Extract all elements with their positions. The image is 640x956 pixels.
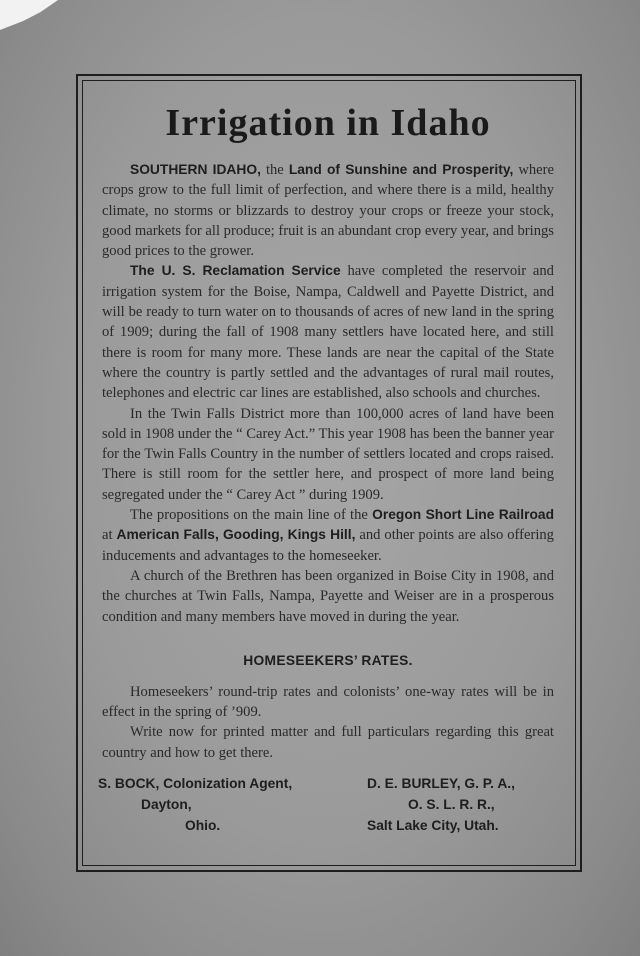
paragraph-southern-idaho	[102, 160, 554, 261]
signature-left-city: Dayton,	[141, 797, 192, 813]
text: The propositions on the main line of the	[130, 507, 373, 524]
lead-southern-idaho: SOUTHERN IDAHO,	[130, 162, 261, 177]
text: have completed the reservoir and irrigation system for the Boise, Nampa, Caldwell and Payette District, and will be ready to turn water on to thousands of acres of new land in the spring of 1909; during the fall of 1908 many settlers have located here, and still there is room for many more. These lands are near the capital of the State where the country is partly settled and the advantages of rural mail routes, telephones and electric car lines are established, also schools and churches.	[102, 263, 554, 402]
signatures	[98, 773, 554, 837]
page-title: Irrigation in Idaho	[165, 102, 491, 144]
emphasis-oregon-short-line: Oregon Short Line Railroad	[372, 507, 554, 523]
paragraph-church: A church of the Brethren has been organized in Boise City in 1908, and the churches at Twin Falls, Nampa, Payette and Weiser are in a prosperous condition and many members have moved in during the year.	[102, 567, 554, 625]
paragraph-write-now: Write now for printed matter and full particulars regarding this great country and how to get there.	[102, 724, 554, 761]
rates-heading: HOMESEEKERS’ RATES.	[243, 652, 413, 668]
emphasis-points: American Falls, Gooding, Kings Hill,	[116, 527, 356, 543]
signature-right-railroad: O. S. L. R. R.,	[408, 797, 495, 813]
text: at	[102, 527, 117, 544]
paragraph-propositions	[102, 505, 554, 566]
lead-reclamation-service: The U. S. Reclamation Service	[130, 263, 341, 279]
signature-left-state: Ohio.	[185, 818, 221, 834]
signature-left	[98, 773, 292, 836]
text: where crops grow to the full limit of perfection, and where there is a mild, healthy climate, no storms or blizzards to destroy your crops or freeze your stock, good markets for all produce; fruit is an abundant crop every year, and brings good prices to the grower.	[102, 162, 554, 260]
signature-right	[367, 773, 515, 836]
text: and other points are also offering inducements and advantages to the homeseeker.	[102, 527, 554, 564]
emphasis-land-of-sunshine: Land of Sunshine and Prosperity,	[288, 162, 514, 177]
signature-right-name: D. E. BURLEY, G. P. A.,	[367, 776, 515, 792]
text: the	[260, 162, 289, 178]
signature-left-name: S. BOCK, Colonization Agent,	[98, 776, 293, 792]
document-body	[98, 100, 554, 837]
paragraph-reclamation-service	[102, 261, 554, 403]
paragraph-rates: Homeseekers’ round-trip rates and colonists’ one-way rates will be in effect in the spring of ’909.	[102, 683, 554, 721]
signature-right-city: Salt Lake City, Utah.	[367, 818, 499, 834]
paragraph-twin-falls: In the Twin Falls District more than 100,000 acres of land have been sold in 1908 under the “ Carey Act.” This year 1908 has been the banner year for the Twin Falls Country in the number of settlers located and crops raised. There is still room for the settler here, and prospect of more land being segregated under the “ Carey Act ” during 1909.	[102, 405, 554, 503]
